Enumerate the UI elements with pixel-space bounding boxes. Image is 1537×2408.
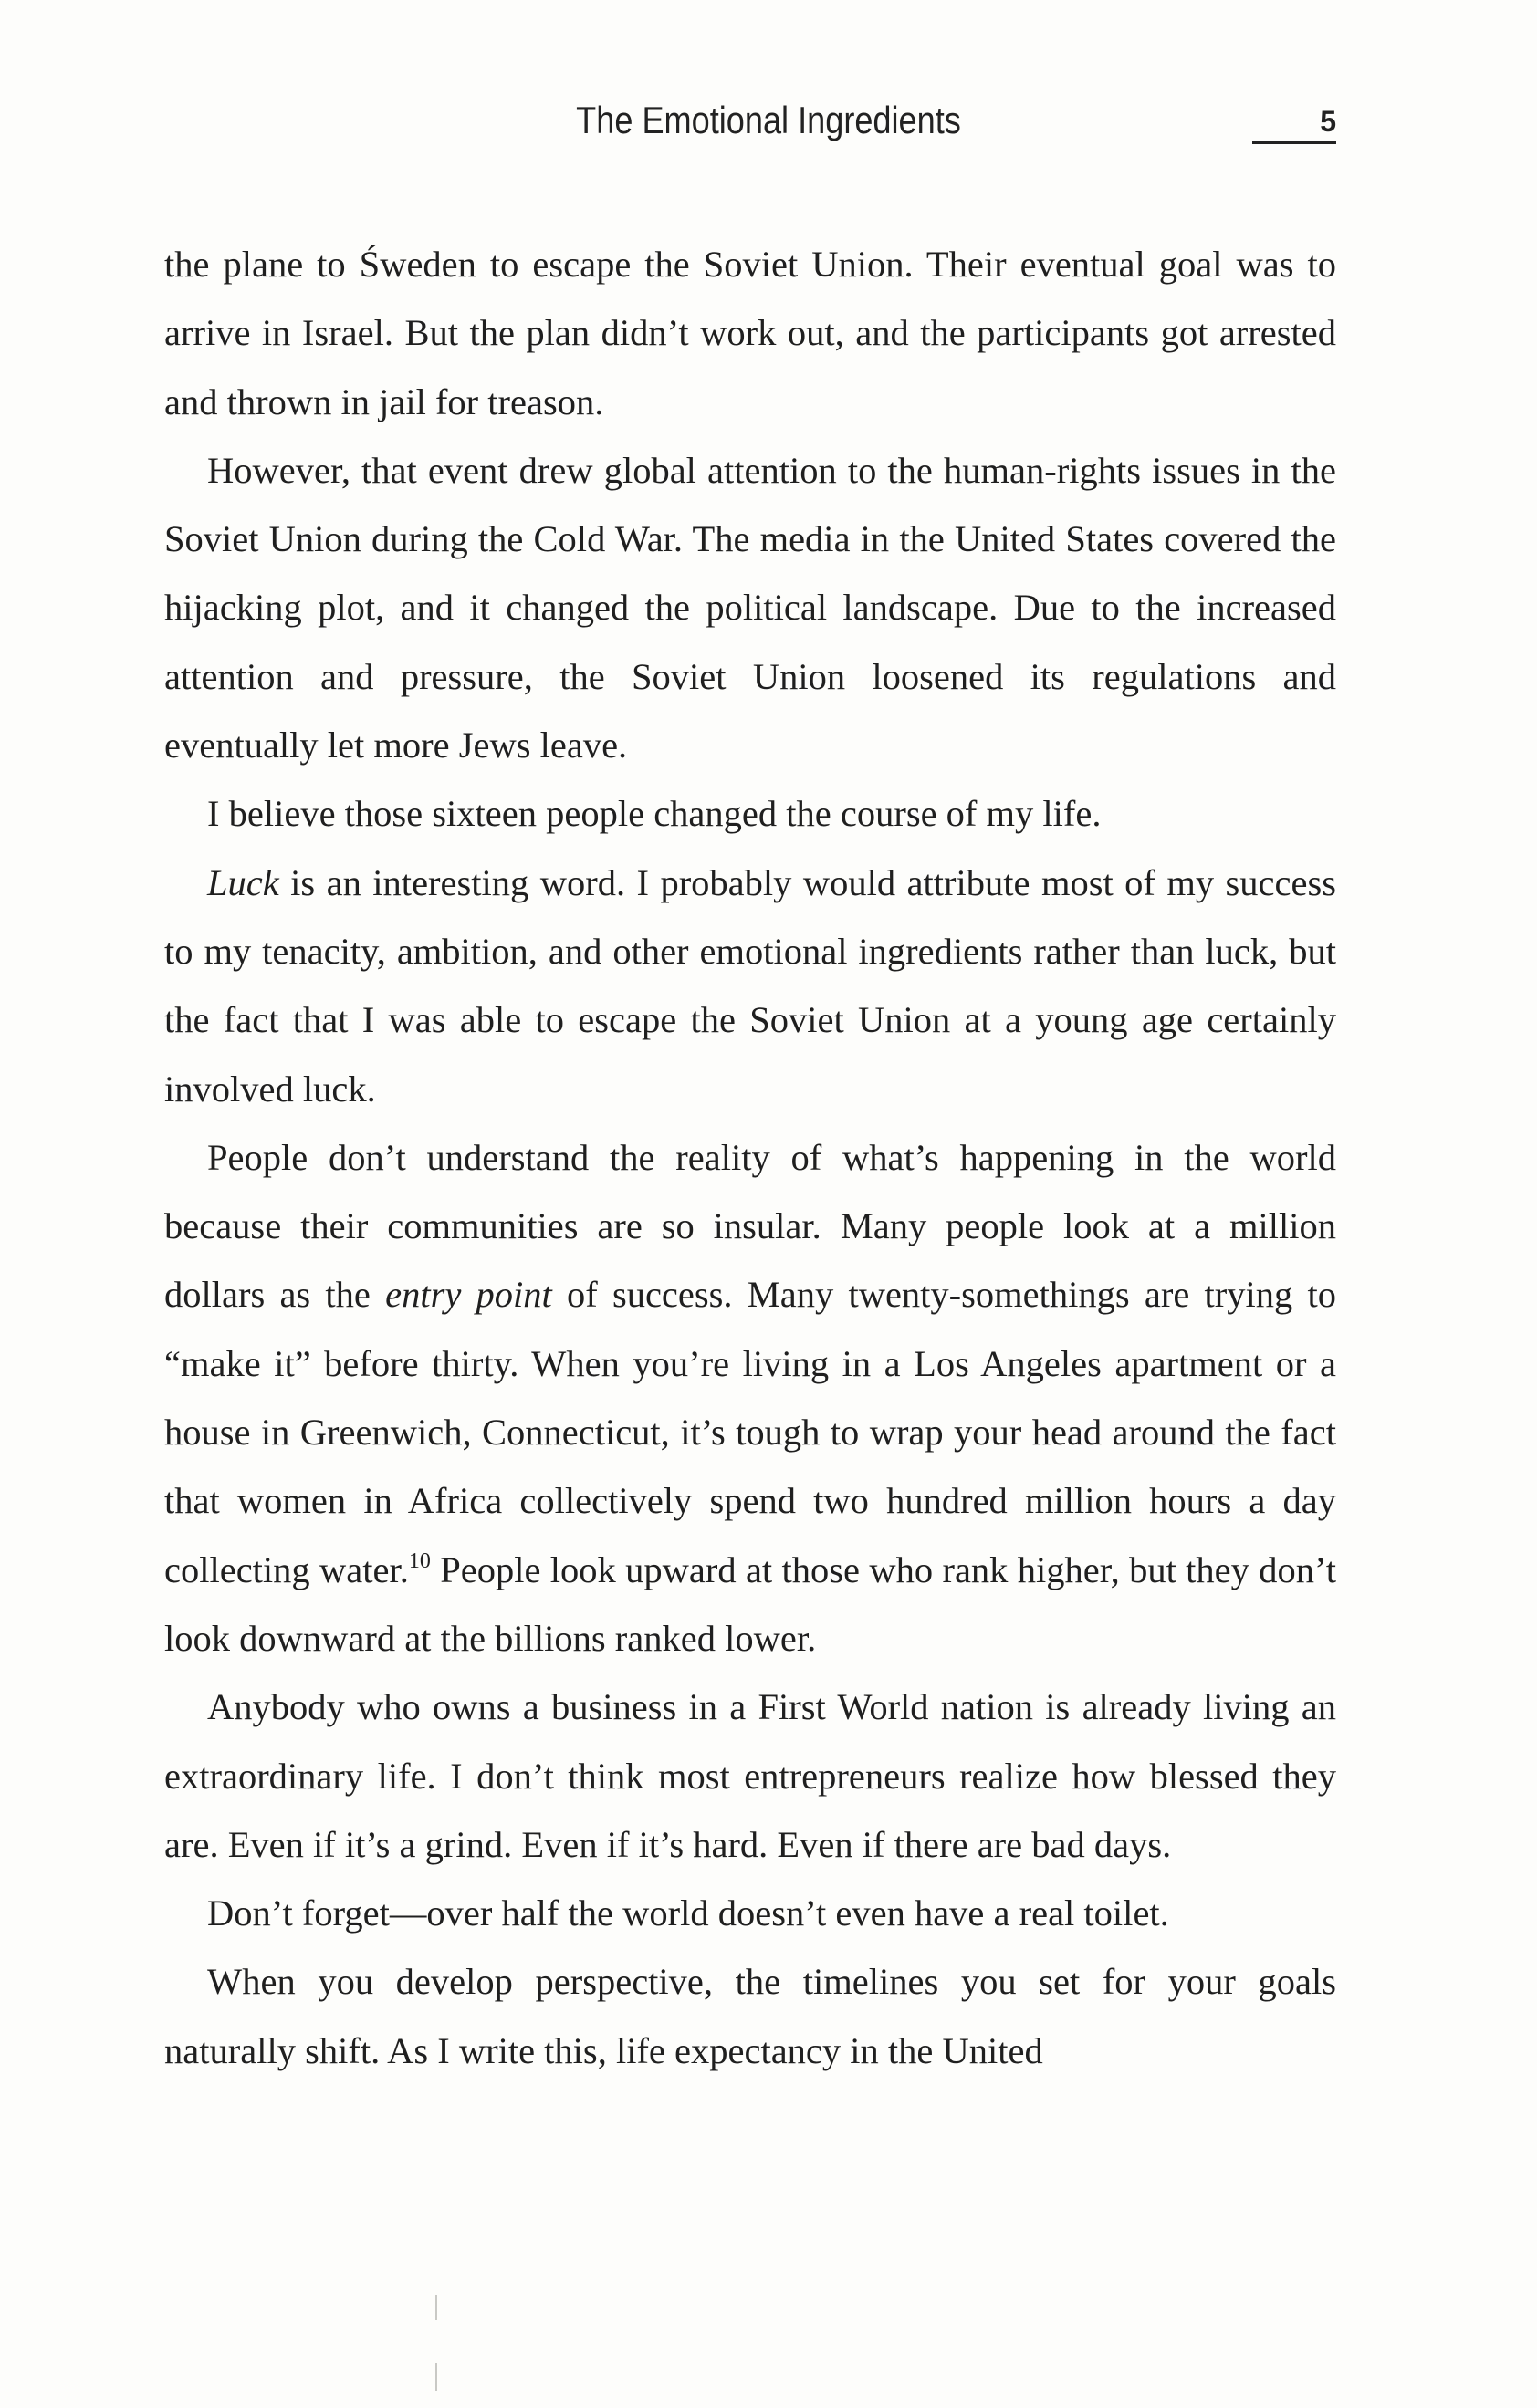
italic-word-luck: Luck [207,861,279,903]
paragraph-1: the plane to Śweden to escape the Soviet Union. Their eventual goal was to arrive in Israel. But the plan didn’t work out, and the participants got arrested and thrown in jail for treason. [164,244,1336,422]
scan-artifact [435,2295,437,2320]
paragraph-5-text-b: of success. Many twenty-somethings are trying to “make it” before thirty. When you’re living in a Los Angeles apartment or a house in Greenwich, Connecticut, it’s tough to wrap your head around the fact that women in Africa collectively spend two hundred million hours a day collecting water. [164,1274,1336,1590]
paragraph-5 [164,1123,1336,1673]
chapter-title: The Emotional Ingredients [576,99,961,141]
paragraph-6: Anybody who owns a business in a First World nation is already living an extraordinary life. I don’t think most entrepreneurs realize how blessed they are. Even if it’s a grind. Even if it’s hard. Even if there are bad days. [164,1686,1336,1865]
paragraph-8: When you develop perspective, the timelines you set for your goals naturally shift. As I write this, life expectancy in the United [164,1961,1336,2071]
paragraph-5-text-a: People don’t understand the reality of what’s happening in the world because their communities are so insular. Many people look at a million dollars as the [164,1136,1336,1316]
footnote-marker: 10 [408,1548,431,1573]
running-head [0,99,1537,153]
scan-artifact [435,2363,437,2391]
italic-entry-point: entry point [385,1274,552,1316]
paragraph-7: Don’t forget—over half the world doesn’t even have a real toilet. [207,1892,1169,1934]
paragraph-4 [164,849,1336,1123]
paragraph-3: I believe those sixteen people changed the course of my life. [207,793,1102,835]
page-number: 5 [1252,106,1336,144]
paragraph-4-text: is an interesting word. I probably would attribute most of my success to my tenacity, ambition, and other emotional ingredients rather than luck, but the fact that I was able to escape the Soviet Union at a young age certainly involved luck. [164,861,1336,1110]
paragraph-5-text-c: People look upward at those who rank higher, but they don’t look downward at the billions ranked lower. [164,1548,1337,1659]
paragraph-2: However, that event drew global attention to the human-rights issues in the Soviet Union during the Cold War. The media in the United States covered the hijacking plot, and it changed the political landscape. Due to the increased attention and pressure, the Soviet Union loosened its regulations and eventually let more Jews leave. [164,449,1336,766]
body-text [164,230,1336,2085]
